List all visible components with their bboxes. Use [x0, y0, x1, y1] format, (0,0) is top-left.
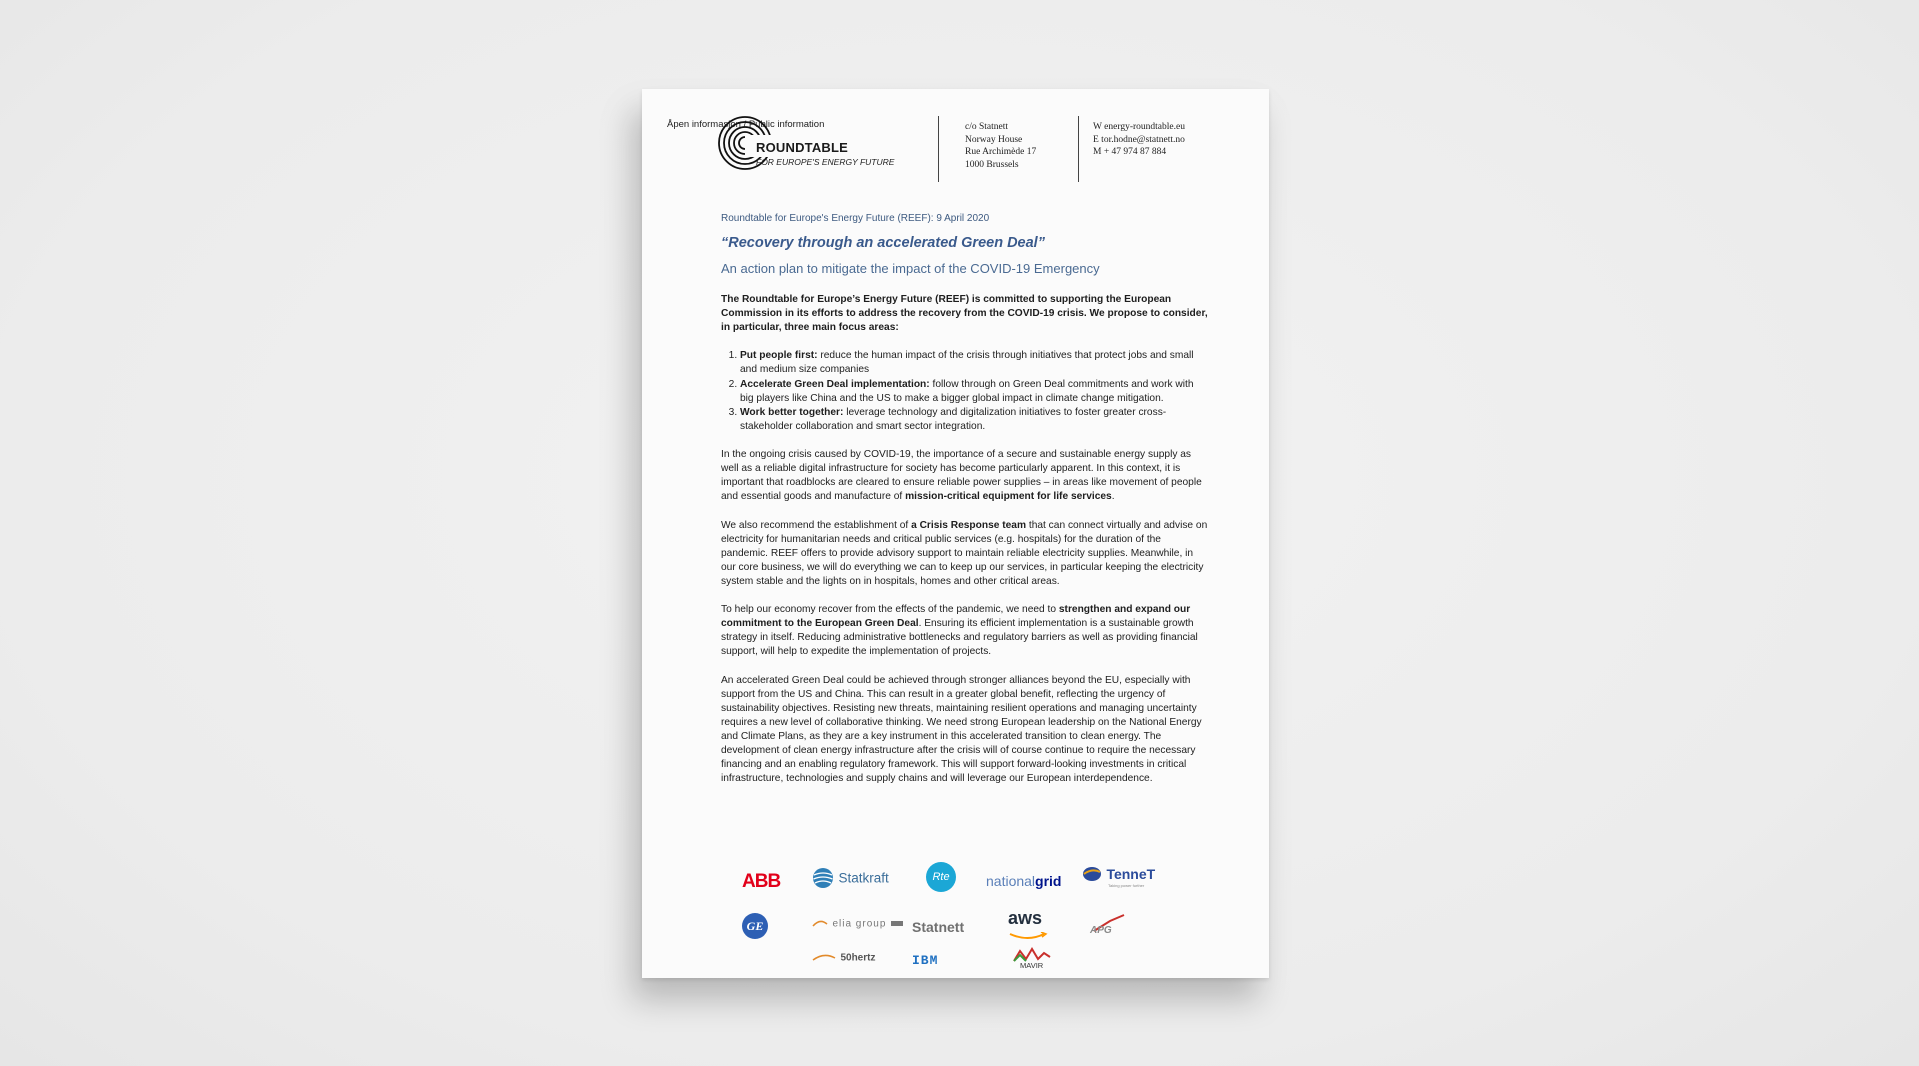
document-page [642, 89, 1269, 978]
statkraft-globe-icon [812, 867, 834, 889]
address-line: c/o Statnett [965, 122, 1009, 132]
member-logos [742, 859, 1182, 969]
document-body [721, 293, 1208, 800]
header-divider [938, 116, 939, 182]
list-item: 2. Accelerate Green Deal implementation: follow through on Green Deal commitments and work with big players like China and the US to make a bigger global impact in climate change mitigation. [740, 378, 1208, 406]
mavir-logo: MAVIR [1012, 947, 1052, 968]
paragraph-supply: In the ongoing crisis caused by COVID-19, the importance of a secure and sustainable energy supply as well as a reliable digital infrastructure for society has become particularly apparent. In this context, it is important that roadblocks are cleared to ensure reliable power supplies – in areas like movement of people and essential goods and manufacture of mission-critical equipment for life services. [721, 449, 1202, 503]
paragraph-alliances: An accelerated Green Deal could be achieved through stronger alliances beyond the EU, especially with support from the US and China. This can result in a greater global benefit, reflecting the urgency of sustainability objectives. Resisting new threats, maintaining resilient operations and managing uncertainty requires a new level of collaborative thinking. We need strong European leadership on the National Energy and Climate Plans, as they are a key instrument in this accelerated transition to clean energy. The development of clean energy infrastructure after the crisis will of course continue to require the necessary financing and an enabling regulatory framework. This will support forward-looking investments in critical infrastructure, technologies and supply chains and will leverage our European interdependence. [721, 674, 1202, 785]
elia-swirl-icon [812, 918, 828, 930]
apg-logo: APG [1090, 913, 1126, 940]
list-item: 3. Work better together: leverage technology and digitalization initiatives to foster greater cross-stakeholder collaboration and smart sector integration. [740, 406, 1208, 434]
focus-areas-list [721, 349, 1208, 434]
ibm-logo: IBM [912, 953, 939, 968]
elia-bar-icon [891, 921, 903, 926]
classification-label: Åpen informasjon / Public information [667, 119, 825, 130]
header-divider [1078, 116, 1079, 182]
document-meta: Roundtable for Europe's Energy Future (REEF): 9 April 2020 [721, 213, 990, 224]
address-line: 1000 Brussels [965, 159, 1019, 170]
intro-paragraph: The Roundtable for Europe’s Energy Future (REEF) is committed to supporting the European Commission in its efforts to address the recovery from the COVID-19 crisis. We propose to consider, in particular, three main focus areas: [721, 294, 1208, 334]
document-subtitle: An action plan to mitigate the impact of the COVID-19 Emergency [721, 261, 1100, 276]
aws-smile-icon [1008, 932, 1048, 940]
nationalgrid-logo: nationalgrid [986, 873, 1062, 889]
contact-block [1093, 121, 1185, 159]
roundtable-logo [720, 116, 910, 176]
document-title: “Recovery through an accelerated Green Deal” [721, 235, 1045, 251]
rte-logo: Rte [926, 862, 956, 892]
address-line: Norway House [965, 134, 1023, 145]
contact-email[interactable]: E tor.hodne@statnett.no [1093, 134, 1185, 145]
aws-logo: aws [1008, 909, 1048, 945]
contact-web[interactable]: W energy-roundtable.eu [1093, 122, 1185, 132]
paragraph-green-deal: To help our economy recover from the effects of the pandemic, we need to strengthen and expand our commitment to the European Green Deal. Ensuring its efficient implementation is a sustainable growth strategy in itself. Reducing administrative bottlenecks and regulatory barriers as well as providing financial support, will help to expedite the implementation of projects. [721, 604, 1198, 658]
50hertz-logo: 50hertz [812, 949, 875, 967]
list-item: 1. Put people first: reduce the human impact of the crisis through initiatives that protect jobs and small and medium size companies [740, 349, 1208, 377]
postal-address [965, 121, 1036, 171]
50hertz-swoosh-icon [812, 952, 836, 964]
statkraft-logo: Statkraft [812, 867, 889, 889]
address-line: Rue Archimède 17 [965, 147, 1037, 157]
logo-tagline: FOR EUROPE'S ENERGY FUTURE [756, 157, 895, 167]
ge-logo: GE [742, 913, 768, 939]
tennet-swoosh-icon [1082, 865, 1102, 883]
elia-group-logo: elia group [812, 915, 903, 933]
logo-name: ROUNDTABLE [756, 140, 849, 155]
tennet-logo: TenneT Taking power further [1082, 865, 1155, 883]
paragraph-crisis-team: We also recommend the establishment of a Crisis Response team that can connect virtually and advise on electricity for humanitarian needs and critical public services (e.g. hospitals) for the duration of the pandemic. REEF offers to provide advisory support to maintain reliable electricity supplies. Meanwhile, in our core business, we will do everything we can to keep up our services, in particular keeping the electricity system stable and the lights on in hospitals, homes and other critical areas. [721, 519, 1208, 587]
contact-mobile: M + 47 974 87 884 [1093, 147, 1167, 157]
statnett-logo: Statnett [912, 919, 965, 935]
abb-logo: ABB [742, 871, 781, 892]
